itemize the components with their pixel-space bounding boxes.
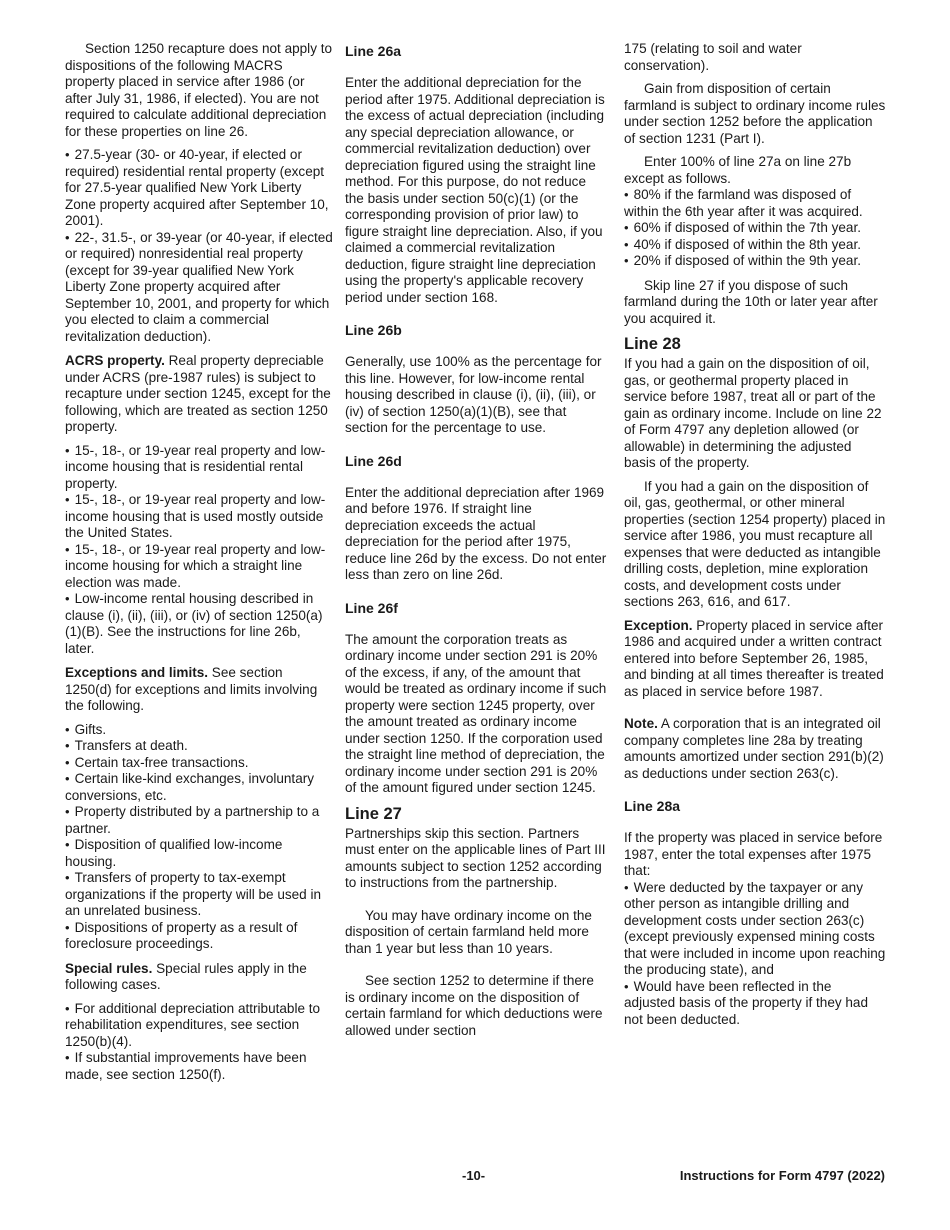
list-item: • 40% if disposed of within the 8th year. xyxy=(624,237,886,254)
list-item: • Would have been reflected in the adjusted basis of the property if they had not been deducted. xyxy=(624,979,886,1029)
exception-heading: Exception. xyxy=(624,617,693,633)
list-item: • Low-income rental housing described in clause (i), (ii), (iii), or (iv) of section 1250(a)(1)(B). See the instructions for line 26b, later. xyxy=(65,591,333,657)
special-rules-heading: Special rules. xyxy=(65,960,153,976)
paragraph-enter-percent: Enter 100% of line 27a on line 27b except as follows. xyxy=(624,154,852,186)
list-item: • 15-, 18-, or 19-year real property and low-income housing for which a straight line election was made. xyxy=(65,542,333,592)
paragraph-exception xyxy=(624,618,886,701)
paragraph-farmland-gain: Gain from disposition of certain farmland is subject to ordinary income rules under section 1252 before the application of section 1231 (Part I). xyxy=(624,81,886,146)
special-rules-text: Special rules apply in the following cases. xyxy=(65,960,307,992)
paragraph-line-28-gain: If you had a gain on the disposition of oil, gas, or geothermal property placed in service before 1987, treat all or part of the gain as ordinary income. Include on line 22 of Form 4797 any depletion allowed (or allowable) in determining the adjusted basis of the property. xyxy=(624,356,882,470)
paragraph-continued: 175 (relating to soil and water conservation). xyxy=(624,41,802,73)
bullet-list-line-28a xyxy=(624,880,886,1029)
acrs-text: Real property depreciable under ACRS (pre-1987 rules) is subject to recapture under section 1245, except for the following, which are treated as section 1250 property. xyxy=(65,353,331,434)
exceptions-text: See section 1250(d) for exceptions and limits involving the following. xyxy=(65,665,318,713)
paragraph-acrs xyxy=(65,353,333,436)
column-middle xyxy=(345,41,607,1046)
bullet-list-macrs xyxy=(65,147,333,345)
note-heading: Note. xyxy=(624,716,658,731)
list-item: • Transfers at death. xyxy=(65,738,333,755)
heading-line-26a: Line 26a xyxy=(345,43,402,59)
list-item: • Transfers of property to tax-exempt organizations if the property will be used in an unrelated business. xyxy=(65,870,333,920)
bullet-list-percentages xyxy=(624,187,886,270)
paragraph-line-26d: Enter the additional depreciation after 1969 and before 1976. If straight line depreciation exceeds the actual depreciation for the period after 1975, reduce line 26d by the excess. Do not enter less than zero on line 26d. xyxy=(345,484,607,582)
paragraph-special-rules xyxy=(65,961,333,994)
heading-line-26f: Line 26f xyxy=(345,599,398,616)
paragraph-line-28-section-1254: If you had a gain on the disposition of oil, gas, geothermal, or other mineral properties (section 1254 property) placed in service after 1986, you must recapture all expenses that were deducted as intangible drilling costs, depletion, mine exploration costs, and development costs under sections 263, 616, and 617. xyxy=(624,478,886,609)
list-item: • Property distributed by a partnership to a partner. xyxy=(65,804,333,837)
acrs-heading: ACRS property. xyxy=(65,353,165,368)
list-item: • Dispositions of property as a result of foreclosure proceedings. xyxy=(65,920,333,953)
exception-text: Property placed in service after 1986 and acquired under a written contract entered into before September 26, 1985, and binding at all times thereafter is treated as placed in service before 1987. xyxy=(624,617,884,699)
paragraph-macrs: Section 1250 recapture does not apply to dispositions of the following MACRS property placed in service after 1986 (or after July 31, 1986, if elected). You are not required to calculate additional depreciation for these properties on line 26. xyxy=(65,41,333,139)
list-item: • Gifts. xyxy=(65,722,333,739)
paragraph-exceptions xyxy=(65,665,333,715)
list-item: • If substantial improvements have been made, see section 1250(f). xyxy=(65,1050,333,1083)
paragraph-line-26a: Enter the additional depreciation for the period after 1975. Additional depreciation is the excess of actual depreciation (including any special depreciation allowance, or commercial revitalization deduction) over depreciation figured using the straight line method. For this purpose, do not reduce the basis under section 50(c)(1) (or the corresponding provision of prior law) to figure straight line depreciation. Also, if you claimed a commercial revitalization deduction, figure straight line depreciation using the property's applicable recovery period under section 168. xyxy=(345,75,605,305)
exceptions-heading: Exceptions and limits. xyxy=(65,665,209,680)
list-item: • Were deducted by the taxpayer or any other person as intangible drilling and development costs under section 263(c) (except previously expensed mining costs that were included in income upon reaching the producing state), and xyxy=(624,880,886,979)
heading-line-26d: Line 26d xyxy=(345,452,402,469)
paragraph-line-27-farmland: You may have ordinary income on the disposition of certain farmland held more than 1 year but less than 10 years. xyxy=(345,907,592,956)
paragraph-line-27-partners: Partnerships skip this section. Partners must enter on the applicable lines of Part III amounts subject to section 1252 according to instructions from the partnership. xyxy=(345,825,606,890)
note-text: A corporation that is an integrated oil company completes line 28a by treating amounts amortized under section 291(b)(2) as deductions under section 263(c). xyxy=(624,716,884,781)
paragraph-line-26b: Generally, use 100% as the percentage for this line. However, for low-income rental housing described in clause (i), (ii), (iii), or (iv) of section 1250(a)(1)(B), see that section for the percentage to use. xyxy=(345,354,602,435)
list-item: • Certain tax-free transactions. xyxy=(65,755,333,772)
list-item: • Disposition of qualified low-income housing. xyxy=(65,837,333,870)
paragraph-line-28a: If the property was placed in service before 1987, enter the total expenses after 1975 that: xyxy=(624,830,883,878)
heading-line-28a: Line 28a xyxy=(624,798,681,814)
list-item: • 15-, 18-, or 19-year real property and low-income housing that is residential rental property. xyxy=(65,443,333,493)
paragraph-skip-line-27: Skip line 27 if you dispose of such farmland during the 10th or later year after you acquired it. xyxy=(624,277,878,326)
form-title: Instructions for Form 4797 (2022) xyxy=(679,1168,885,1183)
list-item: • 15-, 18-, or 19-year real property and low-income housing that is used mostly outside the United States. xyxy=(65,492,333,542)
paragraph-note xyxy=(624,716,886,782)
list-item: • For additional depreciation attributable to rehabilitation expenditures, see section 1250(b)(4). xyxy=(65,1001,333,1051)
heading-line-27: Line 27 xyxy=(345,804,402,823)
paragraph-line-26f: The amount the corporation treats as ordinary income under section 291 is 20% of the excess, if any, of the amount that would be treated as ordinary income if such property were section 1245 property, over the amount treated as ordinary income under section 1250. If the corporation used the straight line method of depreciation, the ordinary income under section 291 is 20% of the amount figured under section 1245. xyxy=(345,631,607,795)
list-item: • 80% if the farmland was disposed of within the 6th year after it was acquired. xyxy=(624,187,886,220)
column-left xyxy=(65,41,333,1091)
column-right xyxy=(624,41,886,1036)
paragraph-line-27-section-1252: See section 1252 to determine if there is ordinary income on the disposition of certain farmland for which deductions were allowed under section xyxy=(345,973,603,1038)
heading-line-28: Line 28 xyxy=(624,335,681,353)
bullet-list-exceptions xyxy=(65,722,333,953)
bullet-list-special-rules xyxy=(65,1001,333,1084)
bullet-list-acrs xyxy=(65,443,333,658)
list-item: • 27.5-year (30- or 40-year, if elected or required) residential rental property (except for 27.5-year qualified New York Liberty Zone property acquired after September 10, 2001). xyxy=(65,147,333,230)
page-number: -10- xyxy=(462,1168,486,1183)
list-item: • 22-, 31.5-, or 39-year (or 40-year, if elected or required) nonresidential real property (except for 39-year qualified New York Liberty Zone property acquired after September 10, 2001, and property for which you elected to claim a commercial revitalization deduction). xyxy=(65,230,333,346)
list-item: • 60% if disposed of within the 7th year. xyxy=(624,220,886,237)
heading-line-26b: Line 26b xyxy=(345,322,402,338)
list-item: • Certain like-kind exchanges, involuntary conversions, etc. xyxy=(65,771,333,804)
list-item: • 20% if disposed of within the 9th year. xyxy=(624,253,886,270)
